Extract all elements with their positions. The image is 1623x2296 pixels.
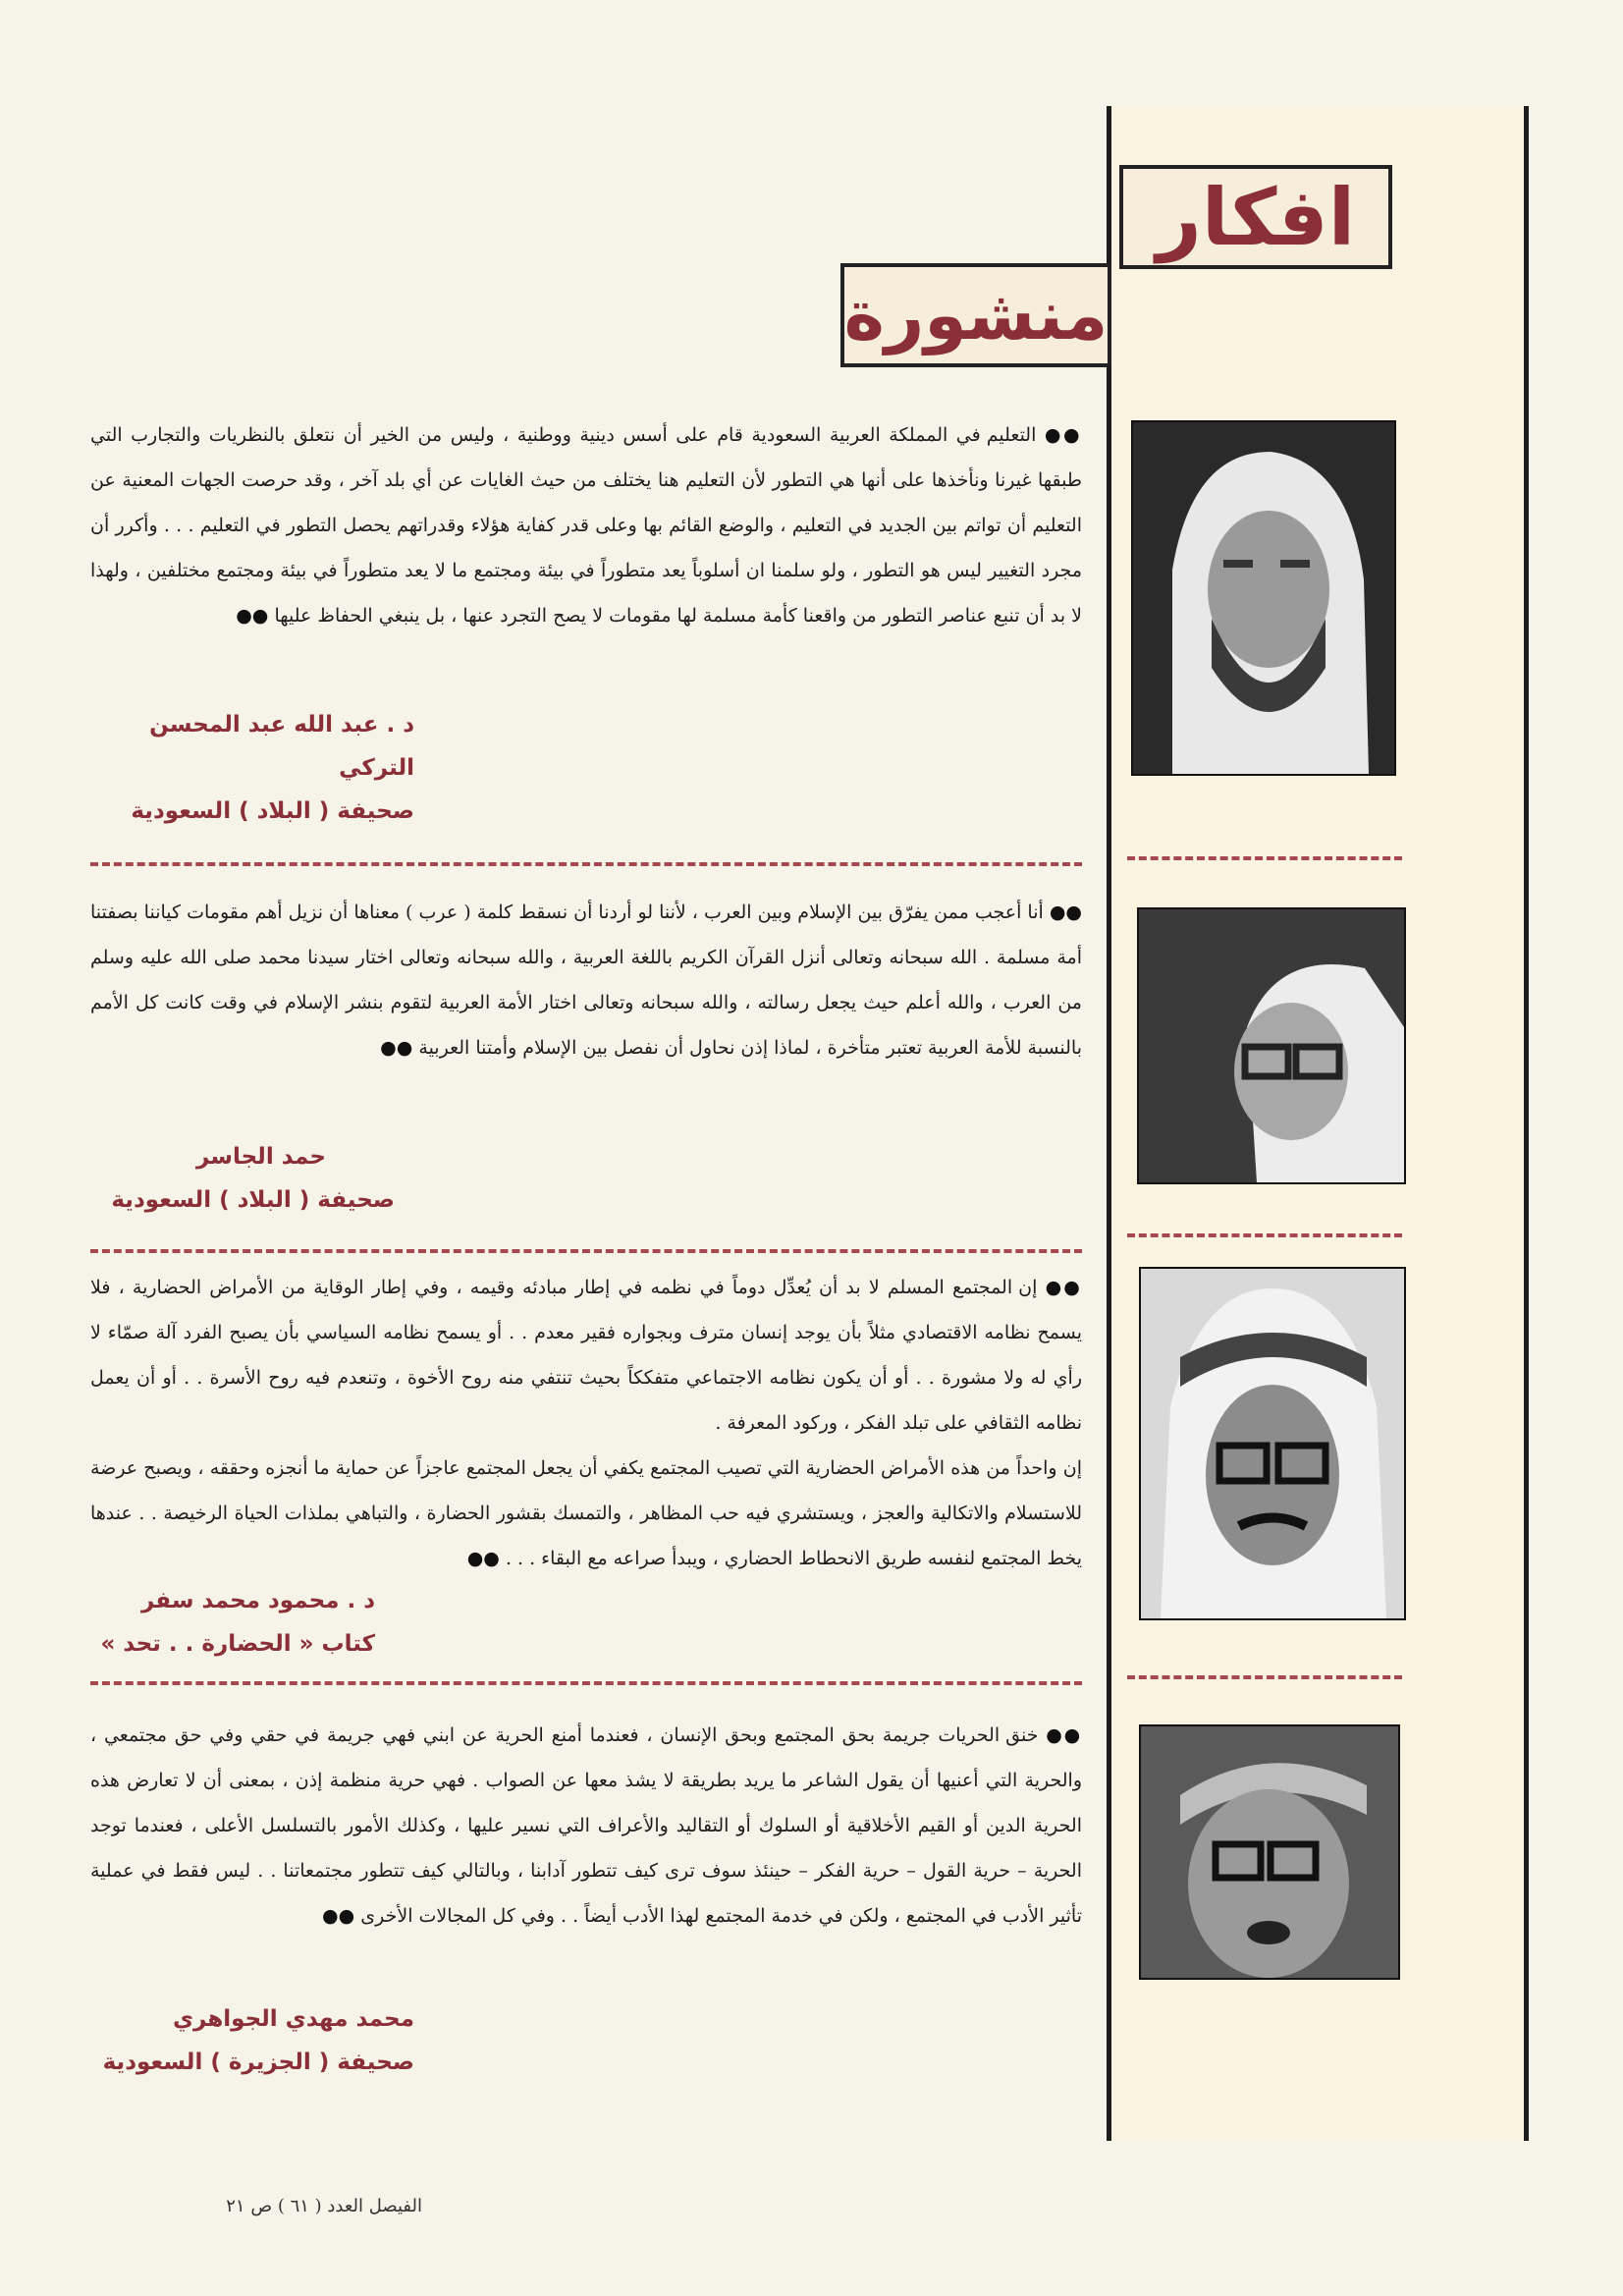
source-name: صحيفة ( الجزيرة ) السعودية bbox=[102, 2050, 414, 2075]
source-name: كتاب « الحضارة . . تحد » bbox=[100, 1631, 375, 1657]
article-paragraph: إن واحداً من هذه الأمراض الحضارية التي تصيب المجتمع يكفي أن يجعل المجتمع عاجزاً عن حماية ما أنجزه وحققه ، ويصبح عرضة للاستسلام والاتكالية والعجز ، ويستشري فيه حب المظاهر ، والتمسك بقشور الحضارة ، والتباهي بملذات الحياة الرخيصة . . عندها يخط المجتمع لنفسه طريق الانحطاط الحضاري ، ويبدأ صراعه مع البقاء . . . ●● bbox=[90, 1457, 1082, 1569]
article-paragraph: ●● إن المجتمع المسلم لا بد أن يُعدِّل دوماً في نظمه في إطار مبادئه وقيمه ، وفي إطار الوقاية من الأمراض الحضارية ، فلا يسمح نظامه الاقتصادي مثلاً بأن يوجد إنسان مترف وبجواره فقير معدم . . أو يسمح نظامه السياسي بأن يصبح الفرد آلة صمّاء لا رأي له ولا مشورة . . أو أن يكون نظامه الاجتماعي متفككاً بحيث تنتفي منه روح الأخوة ، وتنعدم فيه روح الأسرة . . أو أن يعمل نظامه الثقافي على تبلد الفكر ، وركود المعرفة . bbox=[90, 1277, 1082, 1434]
portrait-image bbox=[1141, 1726, 1398, 1978]
divider bbox=[90, 1681, 1082, 1685]
divider bbox=[90, 862, 1082, 866]
article-3-signature bbox=[90, 1579, 375, 1666]
article-paragraph: ●● التعليم في المملكة العربية السعودية قام على أسس دينية ووطنية ، وليس من الخير أن نتعلق بالنظريات والتجارب التي طبقها غيرنا ونأخذها على أنها هي التطور لأن التعليم هنا يختلف من حيث الغايات عن أي بلد آخر ، وقد حرصت الجهات المعنية عن التعليم أن تواتم بين الجديد في التعليم ، والوضع القائم بها وعلى قدر كفاية هؤلاء وقدراتهم يحصل التطور في التعليم . . . وأكرر أن مجرد التغيير ليس هو التطور ، ولو سلمنا ان أسلوباً يعد متطوراً في بيئة ومجتمع ما لا يعد متطوراً في بيئة ومجتمع مختلفين ، ولهذا لا بد أن تنبع عناصر التطور من واقعنا كأمة مسلمة لها مقومات لا يصح التجرد عنها ، بل ينبغي الحفاظ عليها ●● bbox=[90, 424, 1082, 627]
section-subtitle-box bbox=[840, 263, 1111, 367]
bullet-marker: ●● bbox=[1049, 902, 1082, 923]
author-name: محمد مهدي الجواهري bbox=[172, 2006, 414, 2032]
article-paragraph: ●● أنا أعجب ممن يفرّق بين الإسلام وبين العرب ، لأننا لو أردنا أن نسقط كلمة ( عرب ) معناها أن نزيل أهم مقومات كياننا بصفتنا أمة مسلمة . الله سبحانه وتعالى أنزل القرآن الكريم باللغة العربية ، والله سبحانه وتعالى اختار سيدنا محمد صلى الله عليه وسلم من العرب ، والله أعلم حيث يجعل رسالته ، والله سبحانه وتعالى اختار الأمة العربية لتقوم بنشر الإسلام في وقت كانت كل الأمم بالنسبة للأمة العربية تعتبر متأخرة ، لماذا إذن نحاول أن نفصل بين الإسلام وأمتنا العربية ●● bbox=[90, 902, 1082, 1059]
section-subtitle: منشورة bbox=[843, 275, 1109, 355]
article-1-signature bbox=[90, 703, 414, 833]
article-3-body bbox=[90, 1265, 1082, 1581]
portrait-image bbox=[1139, 909, 1404, 1182]
portrait-image bbox=[1141, 1269, 1404, 1618]
bullet-marker: ●● bbox=[1044, 424, 1082, 446]
bullet-marker: ●● bbox=[1045, 1277, 1082, 1298]
page-footer: الفيصل العدد ( ٦١ ) ص ٢١ bbox=[226, 2196, 422, 2216]
section-title-box bbox=[1119, 165, 1392, 269]
article-2-signature bbox=[90, 1135, 395, 1222]
author-photo-3 bbox=[1139, 1267, 1406, 1620]
source-name: صحيفة ( البلاد ) السعودية bbox=[131, 798, 414, 824]
author-photo-1 bbox=[1131, 420, 1396, 776]
author-name: حمد الجاسر bbox=[196, 1144, 326, 1170]
divider bbox=[1127, 1233, 1402, 1237]
author-name: د . محمود محمد سفر bbox=[140, 1588, 375, 1613]
portrait-image bbox=[1133, 422, 1394, 774]
bullet-marker: ●● bbox=[380, 1037, 413, 1059]
divider bbox=[1127, 856, 1402, 860]
author-photo-4 bbox=[1139, 1724, 1400, 1980]
author-photo-2 bbox=[1137, 907, 1406, 1184]
bullet-marker: ●● bbox=[1046, 1724, 1082, 1746]
bullet-marker: ●● bbox=[322, 1905, 355, 1927]
source-name: صحيفة ( البلاد ) السعودية bbox=[111, 1187, 395, 1213]
article-4-signature bbox=[90, 1997, 414, 2084]
author-name: د . عبد الله عبد المحسن التركي bbox=[149, 712, 414, 781]
article-2-body bbox=[90, 890, 1082, 1070]
divider bbox=[1127, 1675, 1402, 1679]
article-1-body bbox=[90, 412, 1082, 638]
bullet-marker: ●● bbox=[236, 605, 269, 627]
bullet-marker: ●● bbox=[466, 1548, 500, 1569]
section-title: افكار bbox=[1156, 171, 1356, 263]
article-4-body bbox=[90, 1713, 1082, 1939]
article-paragraph: ●● خنق الحريات جريمة بحق المجتمع وبحق الإنسان ، فعندما أمنع الحرية عن ابني فهي جريمة في حقي وفي حق مجتمعي ، والحرية التي أعنيها أن يقول الشاعر ما يريد بطريقة لا يشذ معها عن الصواب . فهي حرية منظمة إذن ، بمعنى أن لا تعارض هذه الحرية الدين أو القيم الأخلاقية أو السلوك أو التقاليد والأعراف التي نسير عليها ، وكذلك الأمور بالتسلسل الأعلى ، فعندما توجد الحرية – حرية القول – حرية الفكر – حينئذ سوف ترى كيف تتطور آدابنا ، وبالتالي كيف تتطور مجتمعاتنا . . ليس فقط في عملية تأثير الأدب في المجتمع ، ولكن في خدمة المجتمع لهذا الأدب أيضاً . . وفي كل المجالات الأخرى ●● bbox=[90, 1724, 1082, 1927]
divider bbox=[90, 1249, 1082, 1253]
